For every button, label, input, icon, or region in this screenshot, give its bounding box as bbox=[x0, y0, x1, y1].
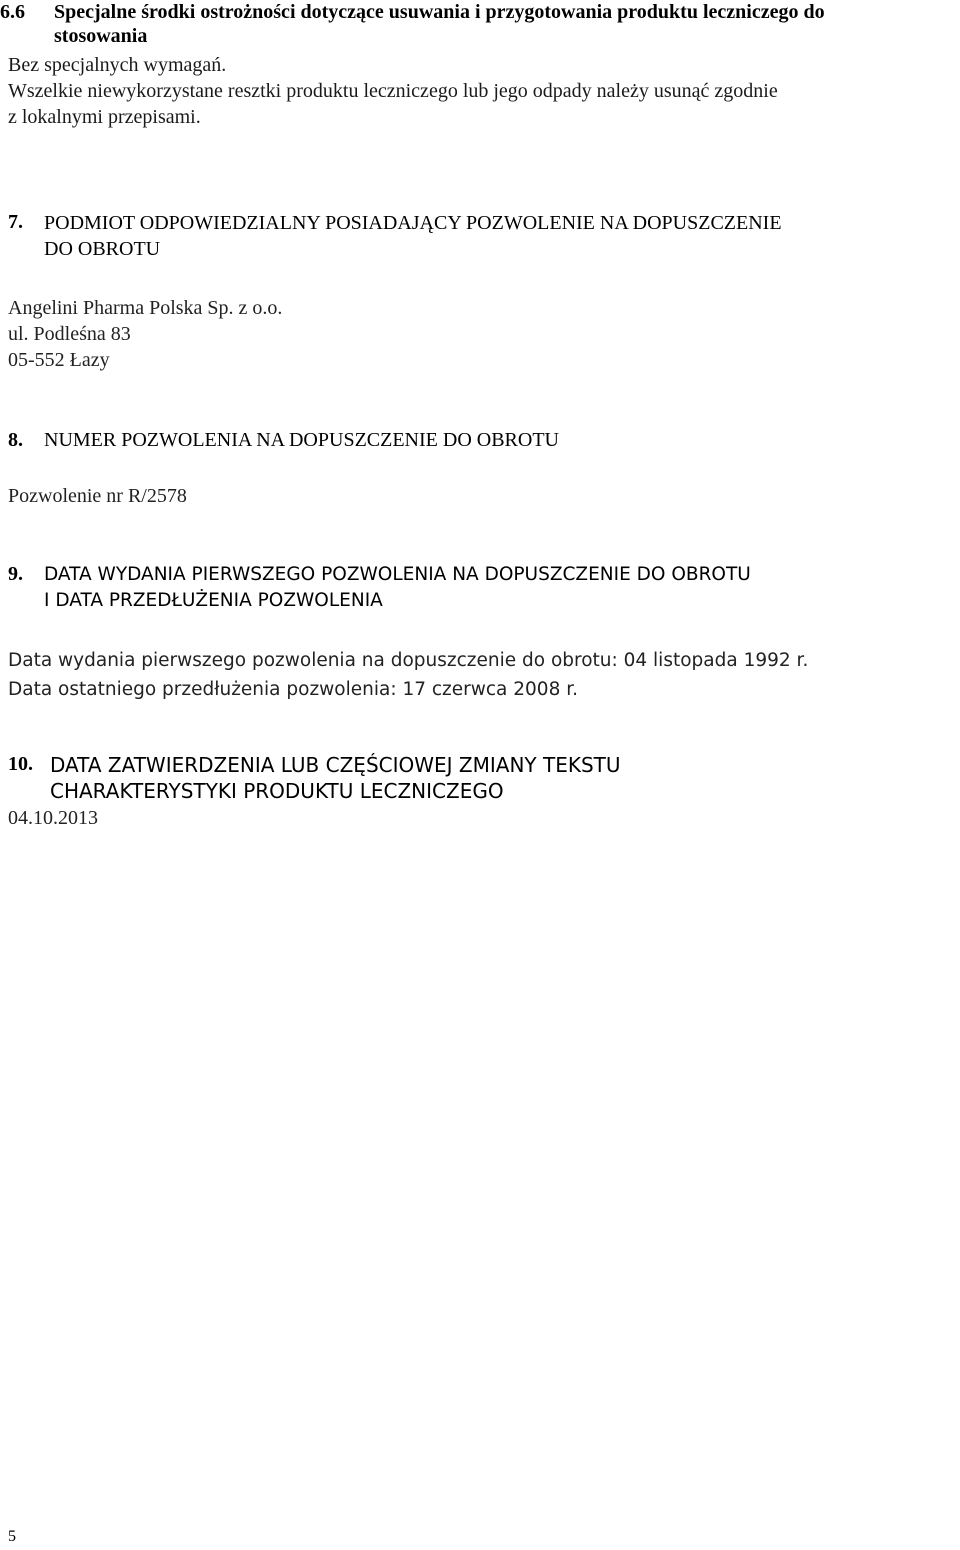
section-number: 9. bbox=[8, 563, 23, 585]
section-number: 10. bbox=[8, 753, 33, 775]
section-6-6-body bbox=[8, 52, 778, 130]
company-address bbox=[8, 295, 282, 373]
section-title-line: CHARAKTERYSTYKI PRODUKTU LECZNICZEGO bbox=[50, 779, 504, 803]
postal-city: 05-552 Łazy bbox=[8, 349, 110, 371]
section-title-line: stosowania bbox=[54, 25, 148, 47]
section-title-line: DATA ZATWIERDZENIA LUB CZĘŚCIOWEJ ZMIANY TEKSTU bbox=[50, 753, 621, 777]
paragraph-line: z lokalnymi przepisami. bbox=[8, 106, 201, 128]
company-name: Angelini Pharma Polska Sp. z o.o. bbox=[8, 297, 283, 319]
section-title bbox=[44, 210, 782, 262]
section-title bbox=[44, 562, 751, 614]
date-text: 04.10.2013 bbox=[8, 807, 98, 829]
section-title-line: DATA WYDANIA PIERWSZEGO POZWOLENIA NA DOPUSZCZENIE DO OBROTU bbox=[44, 564, 751, 585]
paragraph-line: Bez specjalnych wymagań. bbox=[8, 54, 227, 76]
paragraph-line: Wszelkie niewykorzystane resztki produktu leczniczego lub jego odpady należy usunąć zgodnie bbox=[8, 80, 778, 102]
permit-number bbox=[8, 484, 187, 508]
section-number: 6.6 bbox=[0, 1, 25, 23]
paragraph-line: Data wydania pierwszego pozwolenia na dopuszczenie do obrotu: 04 listopada 1992 r. bbox=[8, 650, 809, 671]
section-9-body bbox=[8, 646, 808, 704]
section-title-line: PODMIOT ODPOWIEDZIALNY POSIADAJĄCY POZWOLENIE NA DOPUSZCZENIE bbox=[44, 212, 782, 234]
section-number: 8. bbox=[8, 429, 23, 451]
section-title-line: DO OBROTU bbox=[44, 238, 161, 260]
section-title bbox=[54, 0, 954, 48]
approval-date bbox=[8, 806, 98, 830]
section-title bbox=[44, 428, 559, 452]
section-number: 7. bbox=[8, 211, 23, 233]
section-title-line: Specjalne środki ostrożności dotyczące usuwania i przygotowania produktu leczniczego do bbox=[54, 1, 825, 23]
section-title-line: NUMER POZWOLENIA NA DOPUSZCZENIE DO OBROTU bbox=[44, 429, 559, 451]
paragraph-line: Data ostatniego przedłużenia pozwolenia: 17 czerwca 2008 r. bbox=[8, 679, 579, 700]
paragraph-line: Pozwolenie nr R/2578 bbox=[8, 485, 187, 507]
page-number: 5 bbox=[8, 1528, 16, 1545]
street-address: ul. Podleśna 83 bbox=[8, 323, 131, 345]
section-title-line: I DATA PRZEDŁUŻENIA POZWOLENIA bbox=[44, 590, 383, 611]
section-title bbox=[50, 752, 621, 804]
